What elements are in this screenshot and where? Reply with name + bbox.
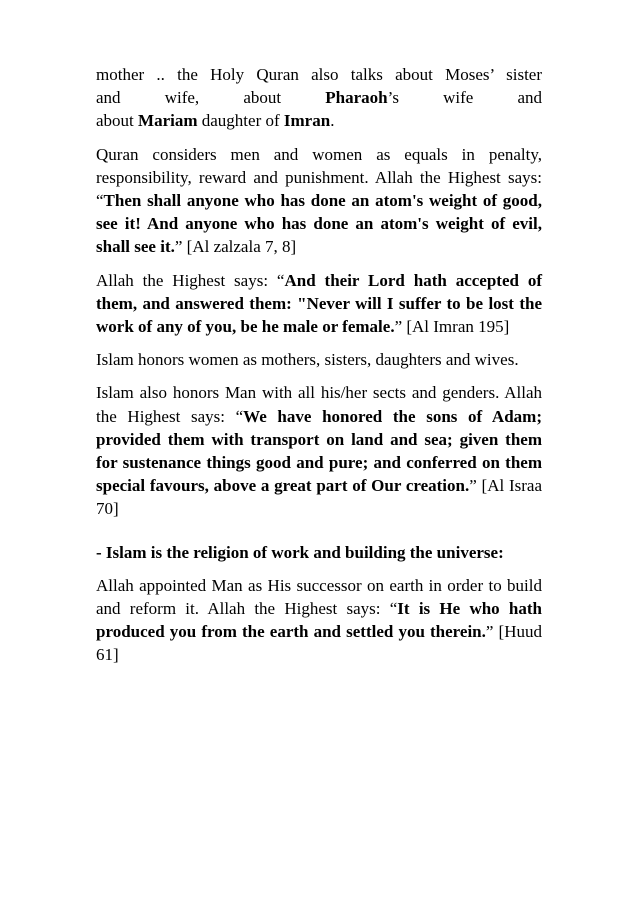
text-line: mother .. the Holy Quran also talks about Moses’ sister bbox=[96, 65, 542, 84]
paragraph-equality bbox=[96, 143, 542, 259]
citation: ” [Huud 61] bbox=[96, 622, 542, 665]
name-pharaoh: Pharaoh bbox=[325, 88, 388, 108]
paragraph-family-mentions bbox=[96, 63, 542, 133]
intro-text: Quran considers men and women as equals in penalty, responsibility, reward and punishment. Allah the Highest says: “ bbox=[96, 144, 542, 211]
intro-text: Islam also honors Man with all his/her sects and genders. Allah the Highest says: “ bbox=[96, 383, 542, 426]
section-heading bbox=[96, 541, 542, 564]
citation: ” [Al Israa 70] bbox=[96, 476, 542, 519]
quote-text: And their Lord hath accepted of them, and answered them: "Never will I suffer to be lost the work of any of you, be he male or female. bbox=[96, 270, 542, 337]
quote-text: We have honored the sons of Adam; provided them with transport on land and sea; given them for sustenance things good and pure; and conferred on them special favours, above a great part of Our creation. bbox=[96, 406, 542, 496]
paragraph-honors-women: Islam honors women as mothers, sisters, daughters and wives. bbox=[96, 350, 519, 370]
citation: ” [Al Imran 195] bbox=[394, 317, 510, 337]
citation: ” [Al zalzala 7, 8] bbox=[174, 237, 297, 257]
quote-text: It is He who hath produced you from the earth and settled you therein. bbox=[96, 599, 542, 642]
heading-text: - Islam is the religion of work and building the universe: bbox=[96, 542, 504, 562]
text-run: about bbox=[96, 111, 139, 131]
text-run: daughter of bbox=[197, 111, 284, 131]
text-run: ’s wife and bbox=[387, 88, 542, 108]
text-line bbox=[96, 86, 542, 109]
text-run: and wife, about bbox=[96, 88, 326, 108]
name-imran: Imran bbox=[283, 111, 331, 131]
page-content bbox=[96, 63, 542, 677]
quote-text: Then shall anyone who has done an atom's weight of good, see it! And anyone who has done an atom's weight of evil, shall see it. bbox=[96, 191, 542, 257]
text-line bbox=[96, 111, 334, 130]
paragraph-honors-man bbox=[96, 381, 542, 520]
text-run: . bbox=[330, 111, 335, 131]
intro-text: Allah appointed Man as His successor on earth in order to build and reform it. Allah the Highest says: “ bbox=[96, 575, 542, 619]
paragraph-lord-accepted bbox=[96, 269, 542, 339]
name-mariam: Mariam bbox=[138, 111, 198, 131]
paragraph-successor bbox=[96, 574, 542, 667]
intro-text: Allah the Highest says: “ bbox=[96, 270, 285, 290]
